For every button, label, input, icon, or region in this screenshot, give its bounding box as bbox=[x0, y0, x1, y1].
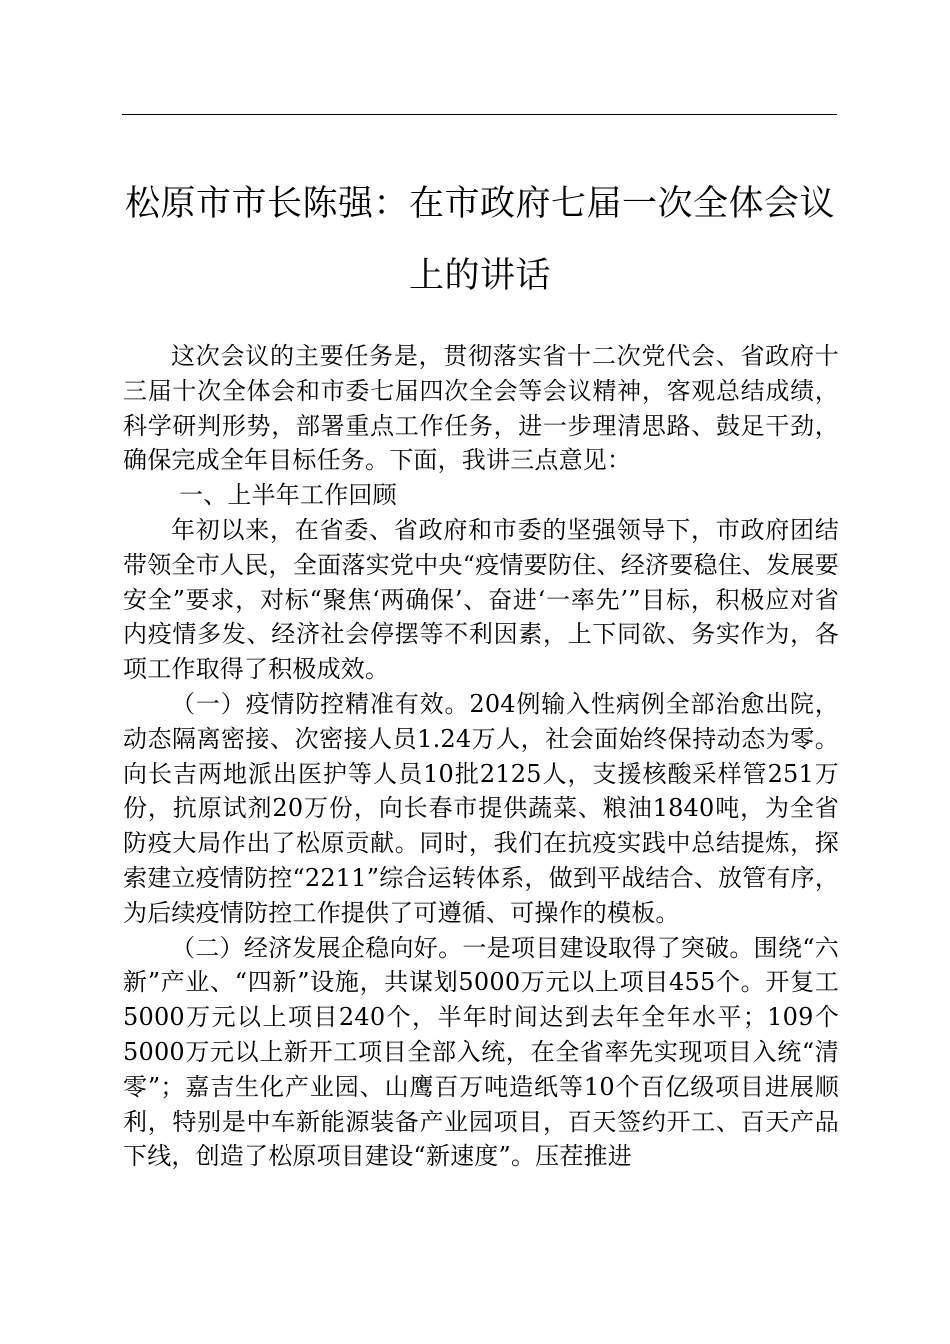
document-title: 松原市市长陈强：在市政府七届一次全体会议上的讲话 bbox=[124, 184, 835, 296]
header-rule bbox=[122, 114, 837, 115]
paragraph-overview: 年初以来，在省委、省政府和市委的坚强领导下，市政府团结带领全市人民，全面落实党中央“疫情要防住、经济要稳住、发展要安全”要求，对标“聚焦‘两确保’、奋进‘一率先’”目标，积极应对省内疫情多发、经济社会停摆等不利因素，上下同欲、务实作为，各项工作取得了积极成效。 bbox=[123, 515, 839, 684]
paragraph-economic-development: （二）经济发展企稳向好。一是项目建设取得了突破。围绕“六新”产业、“四新”设施，共谋划5000万元以上项目455个。开复工5000万元以上项目240个，半年时间达到去年全年水平；109个5000万元以上新开工项目全部入统，在全省率先实现项目入统“清零”；嘉吉生化产业园、山鹰百万吨造纸等10个百亿级项目进展顺利，特别是中车新能源装备产业园项目，百天签约开工、百天产品下线，创造了松原项目建设“新速度”。压茬推进 bbox=[123, 933, 839, 1171]
paragraph-intro: 这次会议的主要任务是，贯彻落实省十二次党代会、省政府十三届十次全体会和市委七届四次全会等会议精神，客观总结成绩，科学研判形势，部署重点工作任务，进一步理清思路、鼓足干劲，确保完成全年目标任务。下面，我讲三点意见： bbox=[123, 342, 839, 475]
document-body bbox=[123, 339, 839, 1174]
paragraph-epidemic-control: （一）疫情防控精准有效。204例输入性病例全部治愈出院，动态隔离密接、次密接人员1.24万人，社会面始终保持动态为零。向长吉两地派出医护等人员10批2125人，支援核酸采样管251万份，抗原试剂20万份，向长春市提供蔬菜、粮油1840吨，为全省防疫大局作出了松原贡献。同时，我们在抗疫实践中总结提炼，探索建立疫情防控“2211”综合运转体系，做到平战结合、放管有序，为后续疫情防控工作提供了可遵循、可操作的模板。 bbox=[123, 689, 840, 927]
section-heading: 一、上半年工作回顾 bbox=[179, 481, 397, 510]
